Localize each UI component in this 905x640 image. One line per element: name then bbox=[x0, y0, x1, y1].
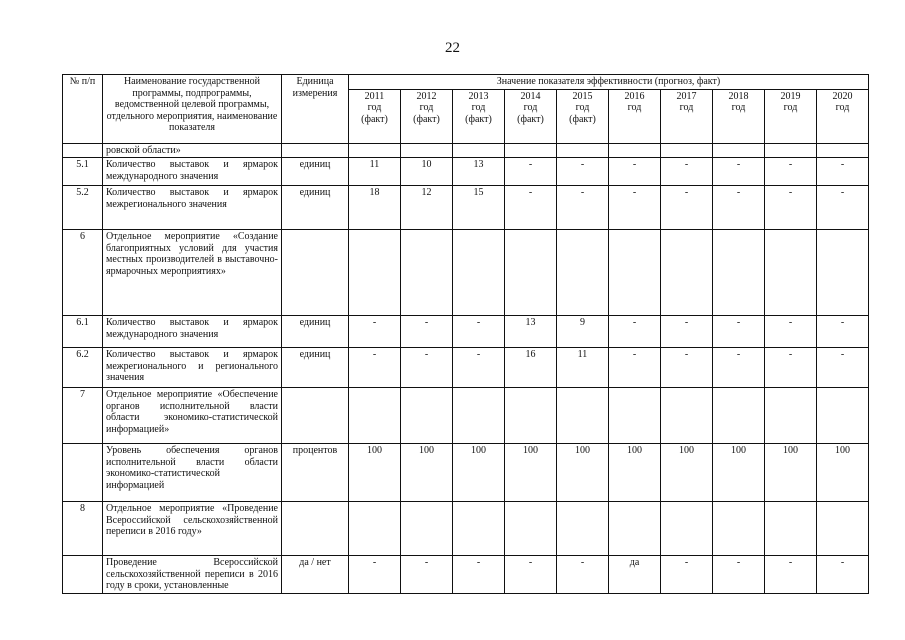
row-value-2017: - bbox=[661, 348, 713, 388]
row-value-2011 bbox=[349, 502, 401, 556]
table-row bbox=[63, 316, 869, 348]
header-year-year: 2020 bbox=[832, 90, 853, 102]
row-value-2018: - bbox=[713, 348, 765, 388]
row-value-2018: - bbox=[713, 186, 765, 230]
row-value-2016 bbox=[609, 143, 661, 158]
row-value-2012: 12 bbox=[401, 186, 453, 230]
row-value-2017: - bbox=[661, 556, 713, 594]
row-name: Проведение Всероссийской сельскохозяйственной переписи в 2016 году в сроки, установленные bbox=[103, 556, 282, 594]
header-year-year: 2016 bbox=[624, 90, 645, 102]
row-value-2020: - bbox=[817, 316, 869, 348]
row-value-2014: - bbox=[505, 158, 557, 186]
header-year-year: 2014 bbox=[520, 90, 541, 102]
row-value-2015: 11 bbox=[557, 348, 609, 388]
row-value-2017 bbox=[661, 388, 713, 444]
header-year-line2: год bbox=[471, 102, 486, 113]
row-value-2012: - bbox=[401, 556, 453, 594]
header-year-year: 2012 bbox=[416, 90, 437, 102]
row-value-2013 bbox=[453, 388, 505, 444]
row-value-2016: - bbox=[609, 316, 661, 348]
table-row bbox=[63, 186, 869, 230]
row-value-2016 bbox=[609, 388, 661, 444]
row-value-2020 bbox=[817, 388, 869, 444]
row-value-2011: - bbox=[349, 556, 401, 594]
row-value-2015 bbox=[557, 502, 609, 556]
row-name: Количество выставок и ярмарок межрегионального и регионального значения bbox=[103, 348, 282, 388]
row-value-2017 bbox=[661, 230, 713, 316]
row-number: 6 bbox=[63, 230, 103, 316]
row-unit bbox=[282, 388, 349, 444]
row-value-2012: 100 bbox=[401, 444, 453, 502]
table-row bbox=[63, 348, 869, 388]
row-value-2019 bbox=[765, 502, 817, 556]
row-value-2012: - bbox=[401, 316, 453, 348]
row-value-2017 bbox=[661, 143, 713, 158]
row-value-2014 bbox=[505, 502, 557, 556]
row-unit: да / нет bbox=[282, 556, 349, 594]
header-year-line2: год bbox=[419, 102, 434, 113]
row-value-2019: - bbox=[765, 556, 817, 594]
row-number: 6.1 bbox=[63, 316, 103, 348]
row-value-2015: - bbox=[557, 556, 609, 594]
table-row bbox=[63, 143, 869, 158]
row-value-2013 bbox=[453, 230, 505, 316]
header-year-line2: год bbox=[679, 102, 694, 113]
row-unit bbox=[282, 143, 349, 158]
row-value-2019: - bbox=[765, 186, 817, 230]
row-unit: единиц bbox=[282, 316, 349, 348]
header-year-line2: год bbox=[575, 102, 590, 113]
header-year-line2: год bbox=[367, 102, 382, 113]
header-year-year: 2018 bbox=[728, 90, 749, 102]
row-name: ровской области» bbox=[103, 143, 282, 158]
row-value-2013: - bbox=[453, 316, 505, 348]
row-name: Количество выставок и ярмарок международного значения bbox=[103, 316, 282, 348]
row-value-2011 bbox=[349, 143, 401, 158]
row-name: Количество выставок и ярмарок международного значения bbox=[103, 158, 282, 186]
row-value-2014: - bbox=[505, 556, 557, 594]
row-number: 5.1 bbox=[63, 158, 103, 186]
table-row bbox=[63, 230, 869, 316]
header-year-line3: (факт) bbox=[361, 113, 388, 125]
row-value-2018 bbox=[713, 143, 765, 158]
row-value-2017: 100 bbox=[661, 444, 713, 502]
table-row bbox=[63, 388, 869, 444]
row-value-2012 bbox=[401, 230, 453, 316]
row-value-2019: - bbox=[765, 158, 817, 186]
row-value-2018: 100 bbox=[713, 444, 765, 502]
header-year-2019 bbox=[765, 89, 817, 143]
row-number bbox=[63, 556, 103, 594]
header-year-line2: год bbox=[783, 102, 798, 113]
row-value-2011: - bbox=[349, 348, 401, 388]
row-value-2013: 13 bbox=[453, 158, 505, 186]
row-value-2016 bbox=[609, 230, 661, 316]
header-year-2011 bbox=[349, 89, 401, 143]
row-value-2016: - bbox=[609, 158, 661, 186]
row-value-2011 bbox=[349, 388, 401, 444]
header-year-line2: год bbox=[523, 102, 538, 113]
row-value-2019: - bbox=[765, 348, 817, 388]
row-value-2014: 16 bbox=[505, 348, 557, 388]
row-value-2020 bbox=[817, 502, 869, 556]
row-value-2018 bbox=[713, 502, 765, 556]
row-unit: процентов bbox=[282, 444, 349, 502]
row-value-2020: - bbox=[817, 186, 869, 230]
header-year-2014 bbox=[505, 89, 557, 143]
row-value-2013 bbox=[453, 502, 505, 556]
row-value-2015: - bbox=[557, 158, 609, 186]
header-year-2012 bbox=[401, 89, 453, 143]
row-number: 7 bbox=[63, 388, 103, 444]
header-year-year: 2019 bbox=[780, 90, 801, 102]
header-values: Значение показателя эффективности (прогноз, факт) bbox=[349, 75, 869, 90]
row-value-2011: 100 bbox=[349, 444, 401, 502]
row-value-2015 bbox=[557, 230, 609, 316]
row-value-2020: - bbox=[817, 556, 869, 594]
row-value-2014 bbox=[505, 230, 557, 316]
row-value-2018: - bbox=[713, 316, 765, 348]
header-year-line2: год bbox=[731, 102, 746, 113]
row-value-2016: да bbox=[609, 556, 661, 594]
row-value-2018: - bbox=[713, 158, 765, 186]
indicators-table bbox=[62, 74, 869, 594]
row-value-2019 bbox=[765, 143, 817, 158]
header-year-line3: (факт) bbox=[413, 113, 440, 125]
header-name: Наименование государственной программы, подпрограммы, ведомственной целевой программы, отдельного мероприятия, наименование показателя bbox=[103, 75, 282, 144]
table-row bbox=[63, 502, 869, 556]
header-year-year: 2011 bbox=[364, 90, 385, 102]
row-unit bbox=[282, 230, 349, 316]
row-value-2020 bbox=[817, 143, 869, 158]
header-year-line3: (факт) bbox=[569, 113, 596, 125]
row-value-2011: 11 bbox=[349, 158, 401, 186]
header-year-2016 bbox=[609, 89, 661, 143]
row-value-2014: 13 bbox=[505, 316, 557, 348]
header-year-2015 bbox=[557, 89, 609, 143]
row-value-2014 bbox=[505, 143, 557, 158]
row-value-2020: - bbox=[817, 348, 869, 388]
row-value-2014 bbox=[505, 388, 557, 444]
header-year-year: 2015 bbox=[572, 90, 593, 102]
row-number bbox=[63, 143, 103, 158]
header-year-2020 bbox=[817, 89, 869, 143]
row-value-2012 bbox=[401, 143, 453, 158]
row-value-2015 bbox=[557, 388, 609, 444]
row-value-2015: 9 bbox=[557, 316, 609, 348]
page-number: 22 bbox=[445, 40, 460, 56]
row-value-2015 bbox=[557, 143, 609, 158]
row-name: Количество выставок и ярмарок межрегионального значения bbox=[103, 186, 282, 230]
row-value-2016 bbox=[609, 502, 661, 556]
row-value-2019 bbox=[765, 388, 817, 444]
row-value-2017: - bbox=[661, 158, 713, 186]
row-value-2011 bbox=[349, 230, 401, 316]
row-value-2020 bbox=[817, 230, 869, 316]
row-value-2012 bbox=[401, 502, 453, 556]
header-year-line3: (факт) bbox=[517, 113, 544, 125]
row-unit: единиц bbox=[282, 348, 349, 388]
header-year-year: 2013 bbox=[468, 90, 489, 102]
row-value-2014: - bbox=[505, 186, 557, 230]
row-value-2017 bbox=[661, 502, 713, 556]
header-year-2018 bbox=[713, 89, 765, 143]
row-value-2018 bbox=[713, 388, 765, 444]
row-value-2020: 100 bbox=[817, 444, 869, 502]
row-value-2012: 10 bbox=[401, 158, 453, 186]
row-value-2016: - bbox=[609, 186, 661, 230]
row-name: Отдельное мероприятие «Обеспечение органов исполнительной власти области экономико-статистической информацией» bbox=[103, 388, 282, 444]
row-number: 8 bbox=[63, 502, 103, 556]
row-unit bbox=[282, 502, 349, 556]
row-value-2015: - bbox=[557, 186, 609, 230]
row-name: Уровень обеспечения органов исполнительной власти области экономико-статистической информацией bbox=[103, 444, 282, 502]
row-value-2015: 100 bbox=[557, 444, 609, 502]
header-year-year: 2017 bbox=[676, 90, 697, 102]
row-value-2013 bbox=[453, 143, 505, 158]
row-value-2018: - bbox=[713, 556, 765, 594]
header-year-line2: год bbox=[835, 102, 850, 113]
row-number: 5.2 bbox=[63, 186, 103, 230]
row-value-2019 bbox=[765, 230, 817, 316]
row-value-2012: - bbox=[401, 348, 453, 388]
header-year-2017 bbox=[661, 89, 713, 143]
row-value-2016: 100 bbox=[609, 444, 661, 502]
row-number: 6.2 bbox=[63, 348, 103, 388]
row-value-2011: - bbox=[349, 316, 401, 348]
row-value-2013: 100 bbox=[453, 444, 505, 502]
header-num: № п/п bbox=[63, 75, 103, 144]
row-value-2014: 100 bbox=[505, 444, 557, 502]
row-value-2011: 18 bbox=[349, 186, 401, 230]
row-value-2012 bbox=[401, 388, 453, 444]
table-row bbox=[63, 158, 869, 186]
row-value-2019: - bbox=[765, 316, 817, 348]
row-value-2013: - bbox=[453, 348, 505, 388]
row-name: Отдельное мероприятие «Создание благоприятных условий для участия местных производителей в выставочно-ярмарочных мероприятиях» bbox=[103, 230, 282, 316]
row-value-2020: - bbox=[817, 158, 869, 186]
row-unit: единиц bbox=[282, 186, 349, 230]
header-year-line3: (факт) bbox=[465, 113, 492, 125]
table-row bbox=[63, 444, 869, 502]
row-value-2017: - bbox=[661, 186, 713, 230]
row-value-2019: 100 bbox=[765, 444, 817, 502]
header-unit: Единица измерения bbox=[282, 75, 349, 144]
row-name: Отдельное мероприятие «Проведение Всероссийской сельскохозяйственной переписи в 2016 году» bbox=[103, 502, 282, 556]
row-value-2013: - bbox=[453, 556, 505, 594]
row-value-2016: - bbox=[609, 348, 661, 388]
row-value-2017: - bbox=[661, 316, 713, 348]
row-unit: единиц bbox=[282, 158, 349, 186]
table-row bbox=[63, 556, 869, 594]
header-year-2013 bbox=[453, 89, 505, 143]
row-value-2018 bbox=[713, 230, 765, 316]
row-number bbox=[63, 444, 103, 502]
row-value-2013: 15 bbox=[453, 186, 505, 230]
header-year-line2: год bbox=[627, 102, 642, 113]
